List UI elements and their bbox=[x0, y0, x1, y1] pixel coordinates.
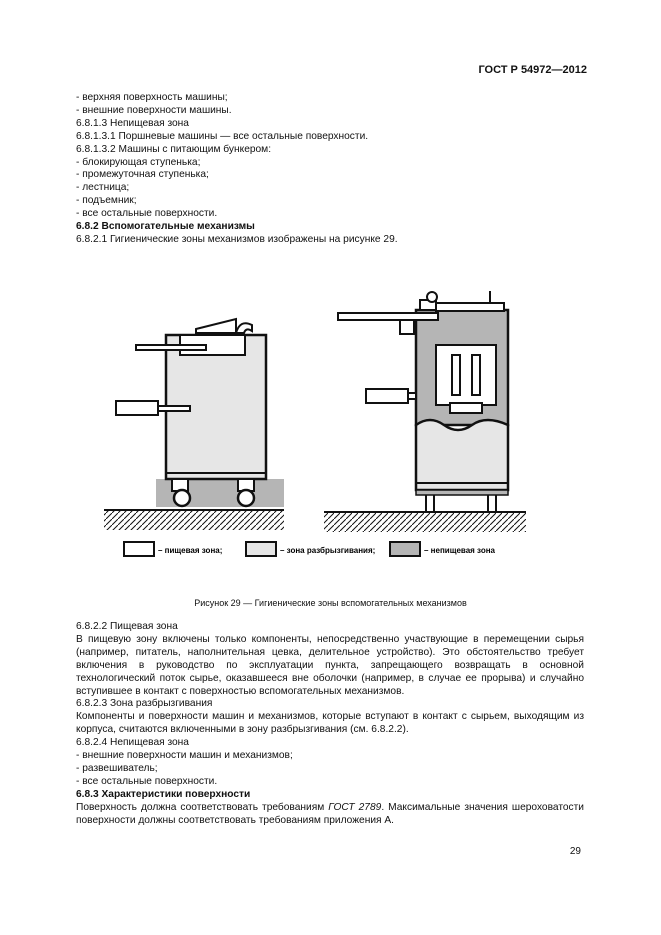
standard-reference: ГОСТ 2789 bbox=[328, 801, 382, 813]
right-machine bbox=[324, 291, 526, 532]
document-header: ГОСТ Р 54972—2012 bbox=[478, 64, 587, 76]
figure-caption: Рисунок 29 — Гигиенические зоны вспомогательных механизмов bbox=[194, 598, 467, 608]
left-machine bbox=[104, 319, 284, 530]
section-heading: 6.8.3 Характеристики поверхности bbox=[76, 788, 251, 800]
legend-food: – пищевая зона; bbox=[158, 546, 223, 555]
text-line: - лестница; bbox=[76, 182, 130, 194]
text-line: 6.8.1.3.2 Машины с питающим бункером: bbox=[76, 143, 272, 155]
text-line: - промежуточная ступенька; bbox=[76, 169, 209, 181]
text-run: . Максимальные значения шероховатости поверхности должны соответствовать требованиям приложения А. bbox=[76, 801, 585, 826]
text-line: - внешние поверхности машины. bbox=[76, 104, 232, 116]
subsection-title: 6.8.2.4 Непищевая зона bbox=[76, 737, 189, 749]
paragraph bbox=[76, 802, 584, 828]
text-run: Поверхность должна соответствовать требованиям bbox=[76, 801, 329, 813]
legend-nonfood: – непищевая зона bbox=[424, 546, 495, 555]
text-line: - блокирующая ступенька; bbox=[76, 156, 201, 168]
paragraph: В пищевую зону включены только компоненты, непосредственно участвующие в перемещении сырья (например, питатель, наполнительная цевка, делительное устройство). Это обстоятельство требует включения в руководство по эксплуатации пункта, запрещающего возвращать в основной технологический поток сырье, оказавшееся вне оболочки (например, в случае ее прорыва) и случайно вступившее в контакт с поверхностью вспомогательных механизмов. bbox=[76, 633, 584, 697]
figure-legend bbox=[124, 542, 496, 556]
section-heading: 6.8.2 Вспомогательные механизмы bbox=[76, 221, 255, 233]
text-line: 6.8.1.3.1 Поршневые машины — все остальные поверхности. bbox=[76, 130, 369, 142]
legend-swatch-food bbox=[124, 542, 154, 556]
text-line: - подъемник; bbox=[76, 195, 137, 207]
list-item: - внешние поверхности машин и механизмов; bbox=[76, 750, 293, 762]
bottom-text-block bbox=[76, 621, 584, 828]
legend-splash: – зона разбрызгивания; bbox=[280, 546, 376, 555]
text-line: - верхняя поверхность машины; bbox=[76, 92, 228, 103]
figure-29 bbox=[100, 285, 530, 565]
top-text-block bbox=[76, 92, 584, 247]
page-number: 29 bbox=[569, 846, 581, 857]
paragraph: 6.8.2.1 Гигиенические зоны механизмов изображены на рисунке 29. bbox=[76, 233, 398, 245]
list-item: - развешиватель; bbox=[76, 762, 158, 774]
text-line: - все остальные поверхности. bbox=[76, 208, 218, 220]
list-item: - все остальные поверхности. bbox=[76, 775, 218, 787]
paragraph: Компоненты и поверхности машин и механизмов, которые вступают в контакт с сырьем, выходящим из корпуса, считаются включенными в зону разбрызгивания (см. 6.8.2.2). bbox=[76, 711, 584, 736]
subsection-title: 6.8.2.3 Зона разбрызгивания bbox=[76, 698, 213, 710]
legend-swatch-nonfood bbox=[390, 542, 420, 556]
text-line: 6.8.1.3 Непищевая зона bbox=[76, 117, 189, 129]
legend-swatch-splash bbox=[246, 542, 276, 556]
subsection-title: 6.8.2.2 Пищевая зона bbox=[76, 621, 178, 632]
